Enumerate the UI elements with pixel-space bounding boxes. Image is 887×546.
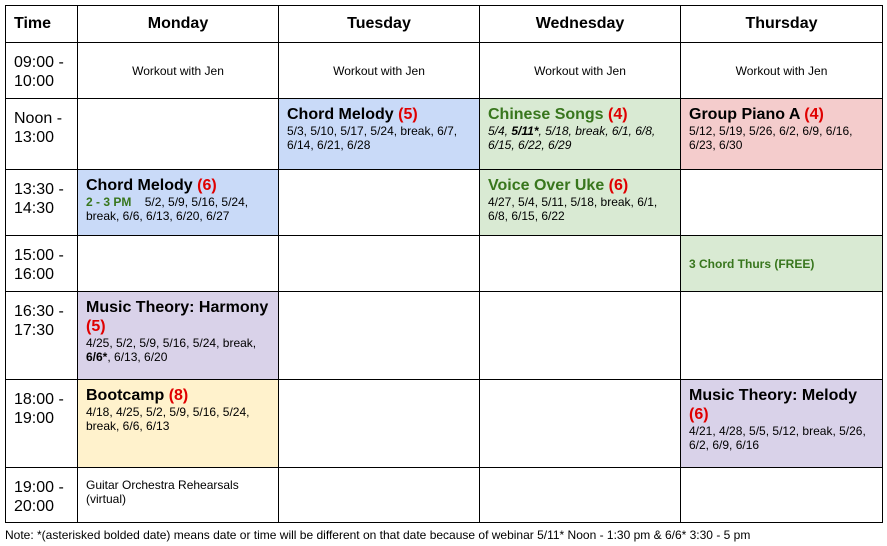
class-title: Voice Over Uke (6) bbox=[488, 177, 629, 194]
class-thu-group-piano bbox=[681, 99, 883, 170]
footnote: Note: *(asterisked bolded date) means date or time will be different on that date because of webinar 5/11* Noon - 1:30 pm & 6/6* 3:30 - 5 pm bbox=[5, 528, 751, 542]
class-tue-chord-melody bbox=[279, 99, 480, 170]
class-thu-three-chord: 3 Chord Thurs (FREE) bbox=[681, 236, 883, 292]
row-0900 bbox=[6, 43, 883, 99]
time-noon: Noon - 13:00 bbox=[6, 99, 78, 170]
row-1900 bbox=[6, 468, 883, 523]
class-dates: 5/12, 5/19, 5/26, 6/2, 6/9, 6/16, 6/23, 6/30 bbox=[689, 124, 853, 152]
tue-1500-empty bbox=[279, 236, 480, 292]
mon-noon-empty bbox=[78, 99, 279, 170]
thu-1330-empty bbox=[681, 170, 883, 236]
tue-workout: Workout with Jen bbox=[279, 43, 480, 99]
header-wednesday: Wednesday bbox=[480, 6, 681, 43]
class-dates: 2 - 3 PM 5/2, 5/9, 5/16, 5/24, break, 6/6, 6/13, 6/20, 6/27 bbox=[86, 195, 249, 223]
time-0900: 09:00 - 10:00 bbox=[6, 43, 78, 99]
row-1500 bbox=[6, 236, 883, 292]
class-dates: 4/25, 5/2, 5/9, 5/16, 5/24, break, 6/6*, 6/13, 6/20 bbox=[86, 336, 257, 364]
class-thu-music-theory-melody bbox=[681, 380, 883, 468]
row-1330 bbox=[6, 170, 883, 236]
class-dates: 4/27, 5/4, 5/11, 5/18, break, 6/1, 6/8, 6/15, 6/22 bbox=[488, 195, 658, 223]
row-noon bbox=[6, 99, 883, 170]
wed-workout: Workout with Jen bbox=[480, 43, 681, 99]
class-mon-bootcamp bbox=[78, 380, 279, 468]
thu-1900-empty bbox=[681, 468, 883, 523]
wed-1800-empty bbox=[480, 380, 681, 468]
wed-1500-empty bbox=[480, 236, 681, 292]
class-title: Group Piano A (4) bbox=[689, 106, 824, 123]
wed-1630-empty bbox=[480, 292, 681, 380]
thu-workout: Workout with Jen bbox=[681, 43, 883, 99]
header-row bbox=[6, 6, 883, 43]
header-time: Time bbox=[6, 6, 78, 43]
tue-1330-empty bbox=[279, 170, 480, 236]
time-1500: 15:00 - 16:00 bbox=[6, 236, 78, 292]
row-1630 bbox=[6, 292, 883, 380]
class-wed-voice-over-uke bbox=[480, 170, 681, 236]
class-title: Music Theory: Melody (6) bbox=[689, 387, 858, 423]
thu-1630-empty bbox=[681, 292, 883, 380]
class-title: Chinese Songs (4) bbox=[488, 106, 628, 123]
class-mon-music-theory-harmony bbox=[78, 292, 279, 380]
mon-1500-empty bbox=[78, 236, 279, 292]
row-1800 bbox=[6, 380, 883, 468]
mon-workout: Workout with Jen bbox=[78, 43, 279, 99]
class-mon-chord-melody bbox=[78, 170, 279, 236]
time-1800: 18:00 - 19:00 bbox=[6, 380, 78, 468]
class-title: Chord Melody (5) bbox=[287, 106, 418, 123]
tue-1900-empty bbox=[279, 468, 480, 523]
wed-1900-empty bbox=[480, 468, 681, 523]
class-wed-chinese-songs bbox=[480, 99, 681, 170]
tue-1800-empty bbox=[279, 380, 480, 468]
class-mon-guitar-orchestra: Guitar Orchestra Rehearsals (virtual) bbox=[78, 468, 279, 523]
time-1330: 13:30 - 14:30 bbox=[6, 170, 78, 236]
class-title: Music Theory: Harmony (5) bbox=[86, 299, 269, 335]
header-monday: Monday bbox=[78, 6, 279, 43]
class-dates: 5/4, 5/11*, 5/18, break, 6/1, 6/8, 6/15, 6/22, 6/29 bbox=[488, 124, 656, 152]
schedule-table bbox=[5, 5, 883, 523]
class-title: Bootcamp (8) bbox=[86, 387, 189, 404]
header-tuesday: Tuesday bbox=[279, 6, 480, 43]
time-1900: 19:00 - 20:00 bbox=[6, 468, 78, 523]
class-dates: 5/3, 5/10, 5/17, 5/24, break, 6/7, 6/14, 6/21, 6/28 bbox=[287, 124, 458, 152]
class-dates: 4/21, 4/28, 5/5, 5/12, break, 5/26, 6/2, 6/9, 6/16 bbox=[689, 424, 866, 452]
tue-1630-empty bbox=[279, 292, 480, 380]
class-title: Chord Melody (6) bbox=[86, 177, 217, 194]
header-thursday: Thursday bbox=[681, 6, 883, 43]
time-1630: 16:30 - 17:30 bbox=[6, 292, 78, 380]
class-dates: 4/18, 4/25, 5/2, 5/9, 5/16, 5/24, break, 6/6, 6/13 bbox=[86, 405, 250, 433]
